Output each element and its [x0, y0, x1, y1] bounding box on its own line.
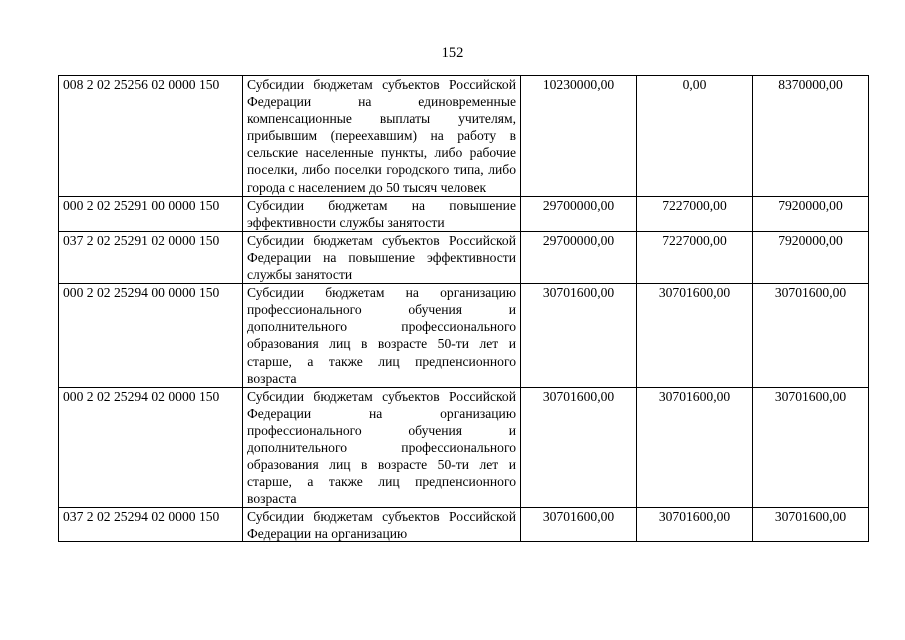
amount-col-2: 7227000,00	[637, 196, 753, 231]
amount-col-1: 30701600,00	[521, 387, 637, 508]
item-description: Субсидии бюджетам субъектов Российской Федерации на повышение эффективности службы занятости	[243, 231, 521, 283]
budget-table	[58, 75, 869, 542]
table-row	[59, 508, 869, 542]
amount-col-1: 29700000,00	[521, 196, 637, 231]
item-description	[243, 508, 521, 542]
amount-col-2: 0,00	[637, 76, 753, 197]
amount-col-1: 10230000,00	[521, 76, 637, 197]
amount-col-2: 30701600,00	[637, 387, 753, 508]
amount-col-1: 29700000,00	[521, 231, 637, 283]
amount-col-2: 30701600,00	[637, 284, 753, 388]
table-row	[59, 231, 869, 283]
budget-code: 037 2 02 25291 02 0000 150	[59, 231, 243, 283]
amount-col-1: 30701600,00	[521, 284, 637, 388]
amount-col-3: 30701600,00	[753, 284, 869, 388]
item-description: Субсидии бюджетам на организацию профессионального обучения и дополнительного профессионального образования лиц в возрасте 50-ти лет и старше, а также лиц предпенсионного возраста	[243, 284, 521, 388]
amount-col-2: 30701600,00	[637, 508, 753, 542]
amount-col-1: 30701600,00	[521, 508, 637, 542]
amount-col-3: 7920000,00	[753, 196, 869, 231]
amount-col-3: 30701600,00	[753, 387, 869, 508]
table-row	[59, 76, 869, 197]
amount-col-3: 7920000,00	[753, 231, 869, 283]
budget-code: 008 2 02 25256 02 0000 150	[59, 76, 243, 197]
item-description: Субсидии бюджетам субъектов Российской Федерации на организацию профессионального обучения и дополнительного профессионального образования лиц в возрасте 50-ти лет и старше, а также лиц предпенсионного возраста	[243, 387, 521, 508]
table-row	[59, 284, 869, 388]
amount-col-2: 7227000,00	[637, 231, 753, 283]
table-row	[59, 387, 869, 508]
budget-code: 000 2 02 25294 02 0000 150	[59, 387, 243, 508]
item-description: Субсидии бюджетам субъектов Российской Федерации на единовременные компенсационные выплаты учителям, прибывшим (переехавшим) на работу в сельские населенные пункты, либо рабочие поселки, либо поселки городского типа, либо города с населением до 50 тысяч человек	[243, 76, 521, 197]
item-description-text: Субсидии бюджетам субъектов Российской Федерации на организацию	[247, 509, 516, 542]
budget-code: 000 2 02 25291 00 0000 150	[59, 196, 243, 231]
budget-code: 037 2 02 25294 02 0000 150	[59, 508, 243, 542]
table-row	[59, 196, 869, 231]
budget-code: 000 2 02 25294 00 0000 150	[59, 284, 243, 388]
item-description: Субсидии бюджетам на повышение эффективности службы занятости	[243, 196, 521, 231]
page-number: 152	[441, 45, 464, 61]
amount-col-3: 30701600,00	[753, 508, 869, 542]
amount-col-3: 8370000,00	[753, 76, 869, 197]
